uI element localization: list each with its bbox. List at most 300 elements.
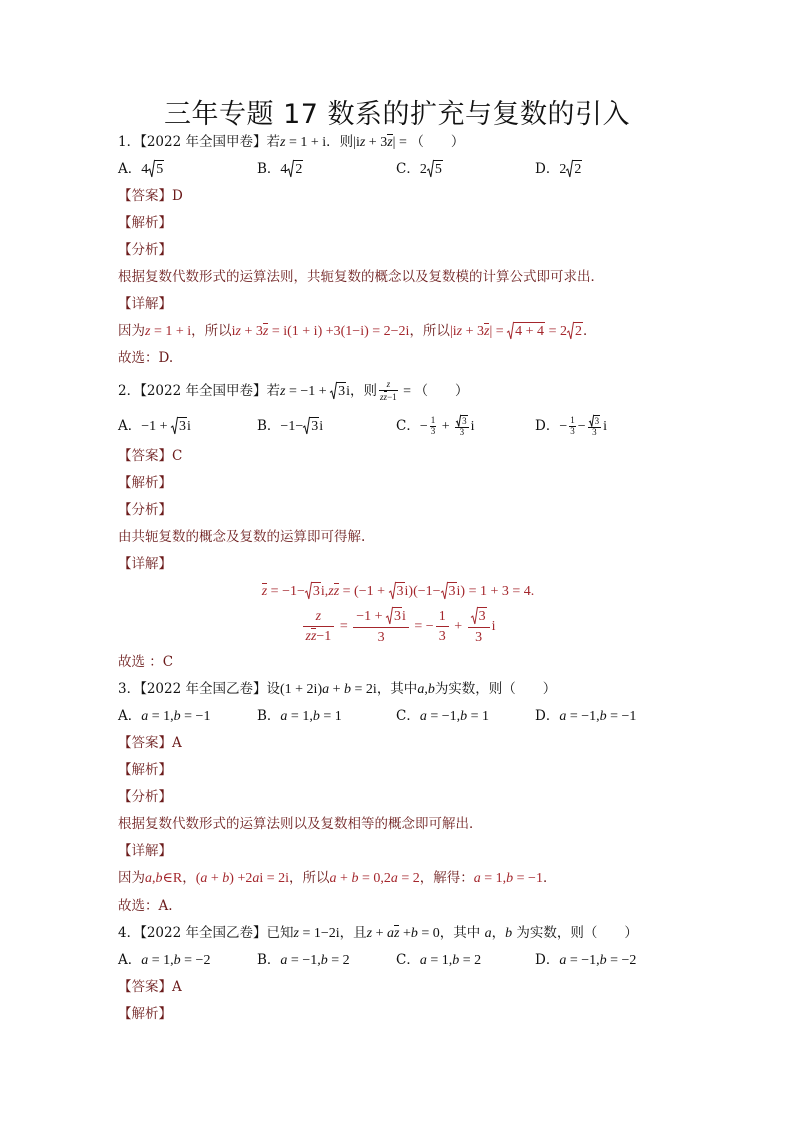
denominator [588,428,602,438]
math-variable: z [394,925,400,941]
line-content [118,979,182,996]
math-run: i [319,418,324,434]
line-content [118,475,172,492]
math-run: i [470,418,475,434]
answer-value: A [172,979,182,996]
numerator [455,415,469,428]
detail-line [118,865,678,893]
radicand [573,160,582,177]
option-a [118,952,257,970]
numerator [436,607,449,628]
text-run: B． [257,161,281,178]
math-run: 2 [574,324,582,340]
radical-sign-icon [330,382,337,399]
conclusion-text: 故选 ：C [118,653,174,670]
radicand [514,322,545,339]
math-run: = [336,619,352,634]
jiexi-heading [118,210,678,237]
xiangjie-label: 【详解】 [118,296,172,313]
radicand [434,160,443,177]
math-run: 2 [559,162,567,178]
math-variable: z [366,925,373,941]
math-run: = −1, [566,952,600,968]
math-variable: a [390,871,398,887]
text-run: C． [396,707,420,724]
math-run: 3 [594,415,600,426]
math-run: | = [392,134,411,150]
conclusion-line [118,345,678,372]
line-content [118,215,172,232]
line-content [118,529,365,546]
math-run: + 3 [365,134,388,150]
math-run: = −2 [606,952,637,968]
math-run: = 2 [397,871,420,887]
answer-line [118,442,678,470]
line-content [118,556,172,573]
math-run: = −1 [180,708,211,724]
fenxi-label: 【分析】 [118,502,172,519]
text-run: 4．【2022 年全国乙卷】已知 [118,924,294,941]
options-row [118,947,678,974]
problem-3 [118,676,678,920]
option-b [257,417,396,436]
problem-1 [118,129,678,372]
text-run: A． [118,707,142,724]
square-root [148,160,164,177]
xiangjie-label: 【详解】 [118,843,172,860]
answer-label: 【答案】 [118,979,172,996]
math-run: + [438,418,454,434]
math-variable: z [380,391,384,402]
math-run: 3 [377,629,385,645]
math-run: = 2 [459,952,482,968]
math-run: −1 [316,629,332,644]
math-run: 3 [430,425,436,436]
square-root [330,382,346,399]
radicand [478,607,487,624]
line-content [118,242,172,259]
math-run: 3 [438,629,446,644]
math-variable: a [145,871,152,887]
option-d [535,415,674,438]
math-run: 4 + 4 [515,324,545,340]
line-content [118,269,604,286]
math-variable: z [310,629,317,644]
math-run: (1 + 2i) [280,681,323,697]
option-c [396,708,535,726]
math-run: ) +2 [229,871,253,887]
text-run: D． [535,161,560,178]
text-run: （ ） [410,133,465,150]
radicand [574,322,583,339]
text-run: ，其中 [439,924,485,941]
conclusion-line [118,893,678,920]
math-variable: b [506,871,514,887]
math-variable: b [460,708,468,724]
math-run: + [372,925,387,941]
math-run: 3 [394,609,402,624]
math-variable: b [410,925,418,941]
math-run: = 1, [148,708,174,724]
answer-value: D [172,188,183,205]
denominator [569,427,576,437]
fraction [455,415,469,438]
answer-value: C [172,447,183,464]
math-run: 3 [459,426,465,437]
option-d [535,952,674,970]
square-root [589,415,601,427]
option-d [535,160,674,179]
math-run: 5 [156,162,164,178]
math-run: = 1, [480,871,507,887]
math-run: 3 [570,425,575,436]
math-run: , [424,681,428,697]
math-run: = −1− [267,584,305,600]
math-variable: a [280,708,288,724]
text-run: D． [535,417,560,434]
math-variable: z [145,324,151,340]
radicand [396,582,405,599]
question-line [118,920,678,947]
math-run: = −1, [566,708,600,724]
math-run: = 1, [426,952,453,968]
math-variable: b [173,708,181,724]
text-run: ，解得： [419,870,474,887]
option-a [118,160,257,179]
math-run: = 0,2 [358,871,391,887]
radical-sign-icon [471,607,478,624]
text-run: 2．【2022 年全国甲卷】若 [118,382,280,399]
fenxi-label: 【分析】 [118,242,172,259]
math-variable: z [484,324,490,340]
math-run: = 1, [287,708,313,724]
solution-block [118,183,678,372]
problem-2 [118,372,678,676]
answer-line [118,974,678,1001]
math-run: 2 [419,162,427,178]
text-run: D． [535,707,560,724]
text-run: C． [396,161,420,178]
answer-line [118,183,678,210]
denominator [468,628,490,648]
fenxi-heading [118,784,678,811]
math-run: 3 [179,418,187,434]
text-run: D． [535,951,560,968]
radical-sign-icon [148,160,155,177]
line-content [118,654,173,671]
fenxi-text: 根据复数代数形式的运算法则以及复数相等的概念即可解出． [118,816,483,833]
fraction [468,606,490,647]
math-run: = −1, [426,708,461,724]
option-a [118,417,257,436]
fraction [303,607,335,647]
radical-sign-icon [566,160,573,177]
math-run: = 2 [327,952,350,968]
conclusion-text: 故选：D. [118,350,174,367]
math-run: 3 [462,415,467,426]
radicand [178,417,187,434]
jiexi-heading [118,1001,678,1028]
text-run: 3．【2022 年全国乙卷】设 [118,680,280,697]
square-root [303,417,319,434]
math-run: 1 [570,414,575,425]
fraction [569,416,576,437]
math-run: ∈R [162,871,183,887]
radical-sign-icon [441,582,448,599]
xiangjie-heading [118,291,678,318]
radicand [461,415,468,427]
math-variable: z [280,134,286,150]
xiangjie-label: 【详解】 [118,556,172,573]
radical-sign-icon [589,415,594,427]
question-text [118,134,464,152]
line-content [118,816,483,833]
option-b [257,708,396,726]
math-run: 3 [396,584,404,600]
math-run: −1− [280,418,304,434]
math-variable: z [235,324,241,340]
answer-line [118,730,678,757]
math-run: 1 [438,608,446,624]
radicand [294,160,303,177]
fenxi-heading [118,237,678,264]
math-run: = 1 + i [285,134,327,150]
math-variable: z [456,324,463,340]
answer-label: 【答案】 [118,735,172,752]
math-run: + [336,871,352,887]
option-d [535,708,674,726]
radical-sign-icon [303,417,310,434]
text-run: 因为 [118,323,145,340]
math-variable: a [141,952,149,968]
square-root [441,582,457,599]
radicand [448,582,457,599]
solution-block [118,730,678,920]
math-variable: a [252,871,260,887]
numerator [468,606,490,628]
math-run: 4 [280,162,288,178]
text-run: B． [257,417,281,434]
text-run: ，其中 [376,680,418,697]
math-variable: z [328,584,334,600]
math-run: 5 [434,162,442,178]
math-variable: a [417,681,425,697]
denominator [353,628,409,648]
radicand [594,415,601,427]
math-run: i [491,619,496,634]
math-run: i [603,418,608,434]
math-run: i [402,609,406,624]
text-run: 1．【2022 年全国甲卷】若 [118,133,280,150]
denominator [455,428,469,438]
math-variable: a [419,952,427,968]
math-variable: z [383,391,388,402]
solution-block [118,442,678,676]
line-content [118,762,172,779]
fenxi-text-line [118,811,678,838]
math-run: = −1 + [285,383,331,399]
math-run: + 3 [462,324,484,340]
math-run: 1 [430,414,436,425]
question-text [118,681,556,699]
math-run: i = 2i [259,871,290,887]
math-run: = 1 [319,708,342,724]
math-run: + [399,925,411,941]
detail-formula [118,322,596,341]
math-run: 2 [295,162,303,178]
text-run: 为实数，则（ ） [512,924,638,941]
denominator [430,427,437,437]
text-run: C． [396,951,420,968]
line-content [118,448,182,465]
fraction [353,606,409,647]
line-content [118,843,172,860]
math-run: 3 [478,609,486,624]
options-row [118,410,678,442]
math-run: + 3 [240,324,263,340]
fenxi-text: 根据复数代数形式的运算法则，共轭复数的概念以及复数模的计算公式即可求出． [118,269,604,286]
text-run: ．则 [326,133,354,150]
options-row [118,703,678,730]
radical-sign-icon [389,582,396,599]
question-line [118,129,678,156]
math-run: i [346,383,351,399]
math-variable: b [344,681,352,697]
solution-block [118,974,678,1028]
math-variable: z [386,378,391,389]
radicand [393,607,402,624]
text-run: ，且 [339,924,367,941]
detail-line [118,578,678,605]
question-line [118,372,678,410]
jiexi-heading [118,757,678,784]
denominator [436,627,449,647]
text-run: C． [396,417,420,434]
text-run: A． [118,161,142,178]
math-variable: a [559,708,567,724]
fenxi-text-line [118,264,678,291]
math-run: = 2 [545,324,567,340]
text-run: ． [542,870,557,887]
denominator [379,391,398,403]
numerator [303,607,335,628]
math-run: 3 [311,418,319,434]
math-run: − [559,418,568,434]
math-variable: b [452,952,460,968]
math-run: 3 [592,426,597,437]
conclusion-text: 故选：A. [118,898,173,915]
detail-formula [301,606,496,647]
math-variable: b [599,952,607,968]
math-variable: a [484,925,492,941]
text-run: B． [257,707,281,724]
math-variable: a [329,871,337,887]
text-run: A． [118,417,142,434]
math-run: = 1, [148,952,174,968]
math-variable: a [473,871,481,887]
math-variable: z [315,608,322,624]
text-run: 因为 [118,870,145,887]
detail-formula [118,870,556,888]
math-variable: a [419,708,427,724]
math-run: i, [320,584,329,600]
fraction [436,607,449,647]
math-run: = −1 [513,871,543,887]
text-run: ，所以 [409,323,450,340]
square-root [305,582,321,599]
math-run: i)(−1− [404,584,441,600]
text-run: ， [491,924,506,941]
math-run: | = [489,324,508,340]
text-run: ，所以 [289,870,330,887]
math-variable: b [222,871,230,887]
math-variable: z [305,629,311,644]
radical-sign-icon [171,417,178,434]
square-root [567,322,583,339]
line-content [118,296,172,313]
math-variable: a [141,708,149,724]
math-variable: a [200,871,208,887]
math-run: −1 + [141,418,172,434]
fenxi-text: 由共轭复数的概念及复数的运算即可得解. [118,529,366,546]
fraction [379,380,398,403]
line-content [118,789,172,806]
math-run: = −1 [606,708,637,724]
math-variable: a [322,681,330,697]
question-line [118,676,678,703]
option-b [257,952,396,970]
text-run: （ ） [414,382,469,399]
option-c [396,415,535,438]
math-run: i [231,324,236,340]
numerator [379,380,398,391]
radicand [337,382,346,399]
math-run: = − [410,619,434,634]
radical-sign-icon [567,322,574,339]
conclusion-line [118,648,678,676]
line-content [118,350,173,367]
math-run: + [329,681,345,697]
math-run: + [207,871,223,887]
square-root [507,322,545,339]
math-run: ( [195,871,201,887]
math-variable: b [173,952,181,968]
option-a [118,708,257,726]
answer-label: 【答案】 [118,188,172,205]
math-variable: a [280,952,288,968]
square-root [456,415,468,427]
math-run: 3 [338,383,346,399]
radical-sign-icon [427,160,434,177]
jiexi-label: 【解析】 [118,475,172,492]
math-run: 3 [312,584,320,600]
text-run: ． [582,323,597,340]
option-b [257,160,396,179]
math-variable: z [262,324,269,340]
jiexi-heading [118,470,678,497]
answer-value: A [172,735,182,752]
jiexi-label: 【解析】 [118,762,172,779]
jiexi-label: 【解析】 [118,215,172,232]
math-variable: b [427,681,435,697]
text-run: ， [182,870,196,887]
math-run: = −2 [180,952,211,968]
fenxi-text-line [118,524,678,551]
radicand [310,417,319,434]
math-run: |i [353,134,360,150]
math-run: = 1 [467,708,490,724]
math-run: = 0 [417,925,440,941]
